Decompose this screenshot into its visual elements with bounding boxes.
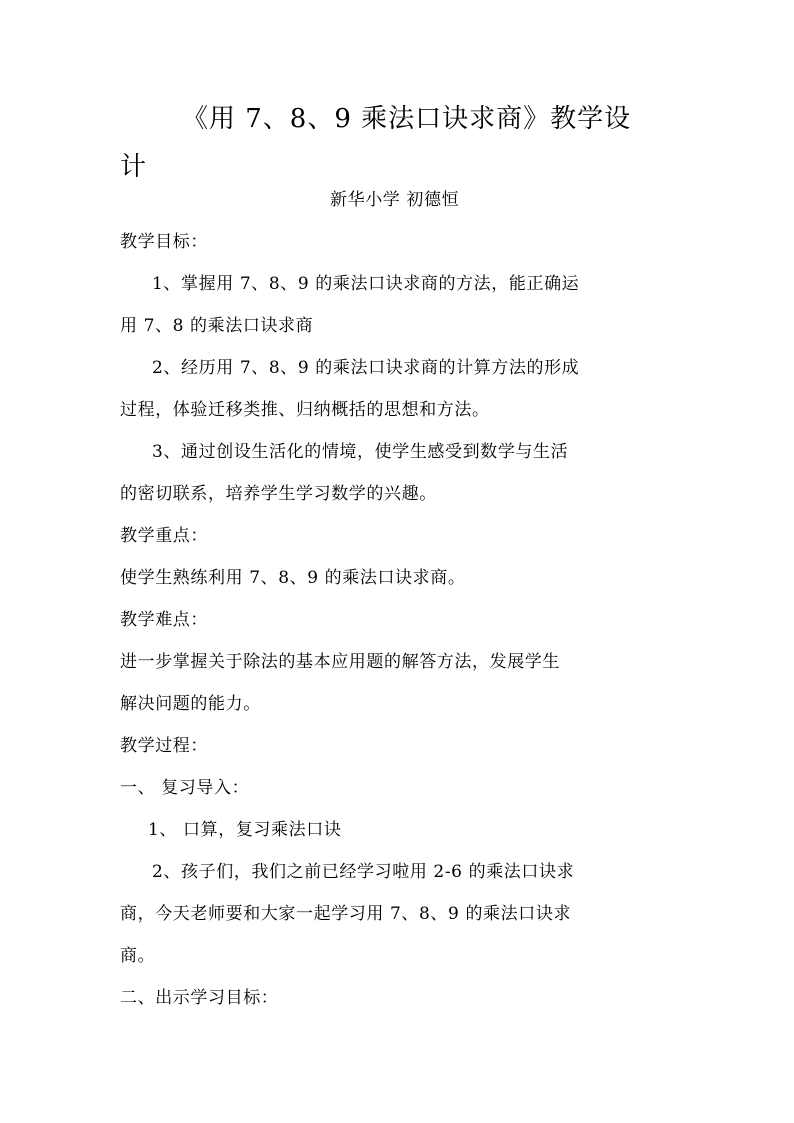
section-heading-difficulties: 教学难点： bbox=[120, 610, 208, 630]
section-heading-process: 教学过程： bbox=[120, 736, 208, 756]
process-step-2-heading: 二、出示学习目标： bbox=[120, 988, 279, 1008]
section-heading-key-points: 教学重点： bbox=[120, 526, 208, 546]
process-step-1-heading: 一、 复习导入： bbox=[120, 778, 250, 798]
objective-3-line-2: 的密切联系，培养学生学习数学的兴趣。 bbox=[120, 484, 437, 504]
key-points-text: 使学生熟练利用 7、8、9 的乘法口诀求商。 bbox=[120, 568, 466, 588]
process-step-1-item-2-line-1: 2、孩子们，我们之前已经学习啦用 2-6 的乘法口诀求 bbox=[152, 862, 575, 882]
process-step-1-item-2-line-2: 商，今天老师要和大家一起学习用 7、8、9 的乘法口诀求 bbox=[120, 904, 572, 924]
difficulties-line-1: 进一步掌握关于除法的基本应用题的解答方法，发展学生 bbox=[120, 652, 560, 672]
process-step-1-item-1: 1、 口算，复习乘法口诀 bbox=[148, 820, 342, 840]
section-heading-objectives: 教学目标： bbox=[120, 232, 208, 252]
difficulties-line-2: 解决问题的能力。 bbox=[120, 694, 261, 714]
document-title: 《用 7、8、9 乘法口诀求商》教学设计 bbox=[120, 104, 632, 182]
author-line: 新华小学 初德恒 bbox=[330, 190, 460, 210]
objective-3-line-1: 3、通过创设生活化的情境，使学生感受到数学与生活 bbox=[152, 442, 569, 462]
process-step-1-item-2-line-3: 商。 bbox=[120, 946, 156, 966]
objective-1-line-2: 用 7、8 的乘法口诀求商 bbox=[120, 316, 314, 336]
objective-1-line-1: 1、掌握用 7、8、9 的乘法口诀求商的方法，能正确运 bbox=[152, 274, 580, 294]
objective-2-line-1: 2、经历用 7、8、9 的乘法口诀求商的计算方法的形成 bbox=[152, 358, 580, 378]
objective-2-line-2: 过程，体验迁移类推、归纳概括的思想和方法。 bbox=[120, 400, 490, 420]
